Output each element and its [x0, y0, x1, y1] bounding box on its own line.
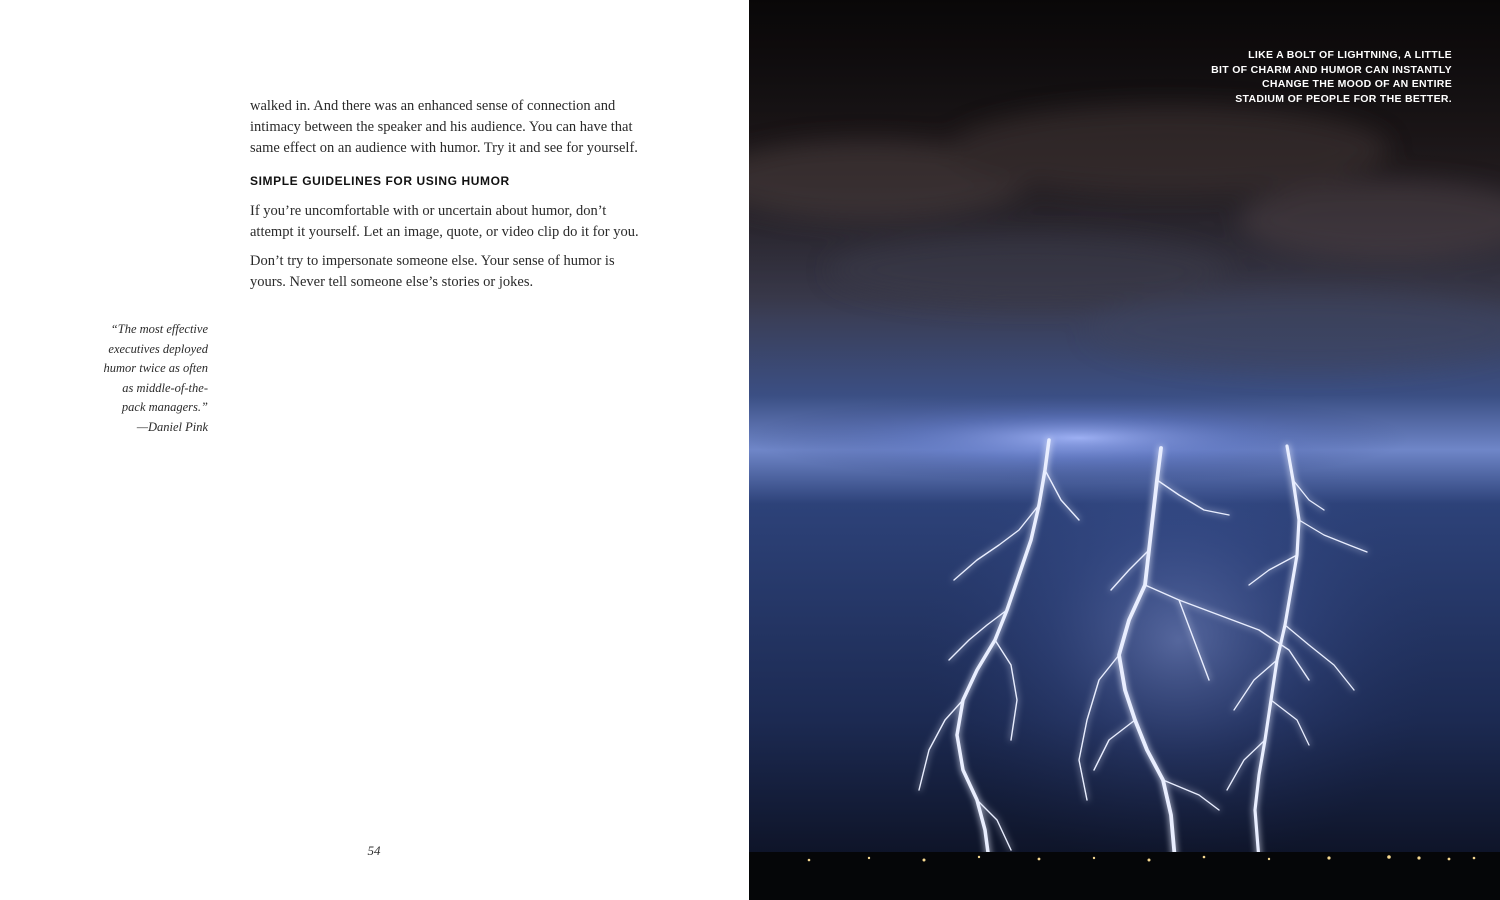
- pull-quote-line: executives deployed: [108, 341, 208, 356]
- guideline-paragraph: Don’t try to impersonate someone else. Your sense of humor is yours. Never tell someone else’s stories or jokes.: [250, 253, 615, 290]
- caption-line: STADIUM OF PEOPLE FOR THE BETTER.: [1235, 92, 1452, 105]
- pull-quote-line: “The most effective: [110, 322, 208, 336]
- caption-line: LIKE A BOLT OF LIGHTNING, A LITTLE: [1248, 49, 1452, 61]
- body-text: [250, 96, 650, 301]
- page-number: 54: [367, 843, 381, 858]
- pull-quote: [70, 320, 208, 437]
- pull-quote-line: pack managers.”: [121, 400, 208, 414]
- pull-quote-line: humor twice as often: [103, 361, 208, 375]
- section-heading: SIMPLE GUIDELINES FOR USING HUMOR: [250, 174, 510, 188]
- left-page: [0, 0, 749, 900]
- horizon-silhouette: [749, 852, 1500, 900]
- rain-glow: [919, 410, 1439, 870]
- right-page: [749, 0, 1500, 900]
- guideline-paragraph: If you’re uncomfortable with or uncertain about humor, don’t attempt it yourself. Let an image, quote, or video clip do it for you.: [250, 203, 639, 240]
- caption-line: CHANGE THE MOOD OF AN ENTIRE: [1261, 78, 1452, 90]
- pull-quote-attribution: —Daniel Pink: [136, 419, 208, 434]
- pull-quote-line: as middle-of-the-: [122, 380, 208, 395]
- photo-caption: [1132, 48, 1452, 106]
- lightning-storm-photo: [749, 0, 1500, 900]
- body-paragraph: walked in. And there was an enhanced sense of connection and intimacy between the speaker and his audience. You can have that same effect on an audience with humor. Try it and see for yourself.: [250, 98, 638, 156]
- caption-line: BIT OF CHARM AND HUMOR CAN INSTANTLY: [1211, 63, 1452, 76]
